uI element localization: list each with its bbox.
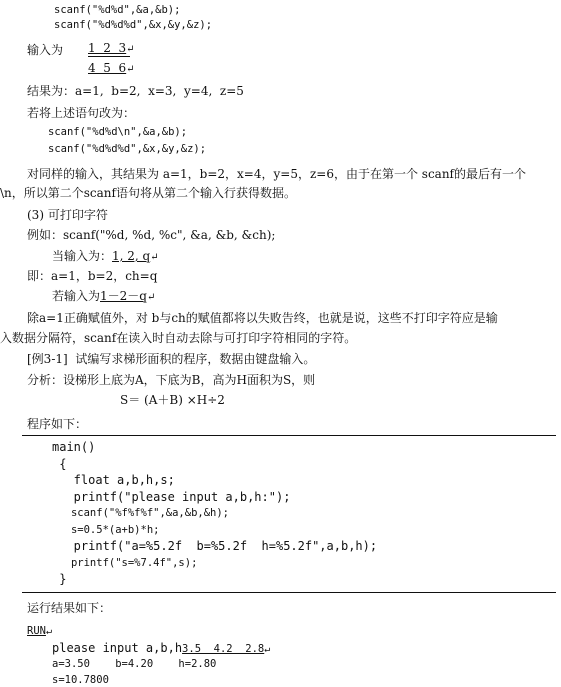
run-prompt-line <box>52 641 270 657</box>
code-line: s=0.5*(a+b)*h; <box>52 523 160 536</box>
if-input-line <box>52 289 155 305</box>
para1-line1: 对同样的输入，其结果为 a=1，b=2，x=4，y=5，z=6，由于在第一个 scanf的最后有一个 <box>27 167 526 181</box>
when-input-line <box>52 249 159 265</box>
change-intro: 若将上述语句改为： <box>27 106 136 120</box>
when-input-label: 当输入为： <box>52 249 113 263</box>
when-input-value: 1, 2, q <box>112 249 151 263</box>
code-line: printf("a=%5.2f b=%5.2f h=%5.2f",a,b,h); <box>52 539 378 553</box>
code-line: scanf("%f%f%f",&a,&b,&h); <box>52 507 230 519</box>
input-underline-1 <box>88 56 130 57</box>
run-intro: 运行结果如下： <box>27 601 112 615</box>
return-icon: ↵ <box>146 292 156 303</box>
code-line: } <box>52 572 67 586</box>
input-row-1 <box>88 41 135 57</box>
example-3-1: [例3-1] 试编写求梯形面积的程序，数据由键盘输入。 <box>27 352 316 366</box>
changed-code-line-2: scanf("%d%d%d",&x,&y,&z); <box>48 143 207 155</box>
then-line: 即：a=1，b=2，ch=q <box>27 269 158 283</box>
run-typed-input: 3.5 4.2 2.8 <box>182 643 265 655</box>
input-label: 输入为 <box>27 43 64 57</box>
analysis-line: 分析：设梯形上底为A，下底为B，高为H面积为S，则 <box>27 373 316 387</box>
para1-line2: \n，所以第二个scanf语句将从第二个输入行获得数据。 <box>0 186 296 200</box>
return-icon: ↵ <box>150 252 159 263</box>
code-line: printf("s=%7.4f",s); <box>52 556 198 569</box>
changed-code-line-1: scanf("%d%d\n",&a,&b); <box>48 126 188 138</box>
para2-line2: 入数据分隔符，scanf在读入时自动去除与可打印字符相同的字符。 <box>0 331 357 345</box>
run-output-1: a=3.50 b=4.20 h=2.80 <box>52 658 217 670</box>
return-icon: ↵ <box>126 44 135 55</box>
input-row-2 <box>88 61 135 77</box>
section-heading: (3) 可打印字符 <box>27 208 108 222</box>
run-prompt: please input a,b,h <box>52 641 183 655</box>
if-input-label: 若输入为 <box>52 289 101 303</box>
code-line: main() <box>52 440 96 454</box>
run-command-text: RUN <box>27 625 46 637</box>
code-bottom-rule <box>22 592 556 593</box>
top-code-line-2: scanf("%d%d%d",&x,&y,&z); <box>54 19 213 31</box>
top-code-line-1: scanf("%d%d",&a,&b); <box>54 4 181 16</box>
code-line: printf("please input a,b,h:"); <box>52 489 291 504</box>
return-icon: ↵ <box>126 64 135 75</box>
input-row-1-value: 1 2 3 <box>88 41 127 55</box>
code-line: { <box>52 456 67 471</box>
formula: S＝ (A＋B) ×H÷2 <box>120 393 225 407</box>
result-line: 结果为：a=1, b=2, x=3, y=4, z=5 <box>27 84 244 98</box>
return-icon: ↵ <box>264 644 271 655</box>
example-line: 例如：scanf("%d, %d, %c", &a, &b, &ch); <box>27 228 276 242</box>
return-icon: ↵ <box>45 626 52 637</box>
para2-line1: 除a=1正确赋值外，对 b与ch的赋值都将以失败告终，也就是说，这些不打印字符应是输 <box>27 311 498 325</box>
run-command <box>27 624 52 639</box>
program-intro: 程序如下： <box>27 417 88 431</box>
input-row-2-value: 4 5 6 <box>88 61 127 75</box>
code-line: float a,b,h,s; <box>52 473 175 487</box>
code-top-rule <box>22 435 556 436</box>
run-output-2: s=10.7800 <box>52 674 109 686</box>
if-input-value: 1－2－q <box>100 289 147 303</box>
